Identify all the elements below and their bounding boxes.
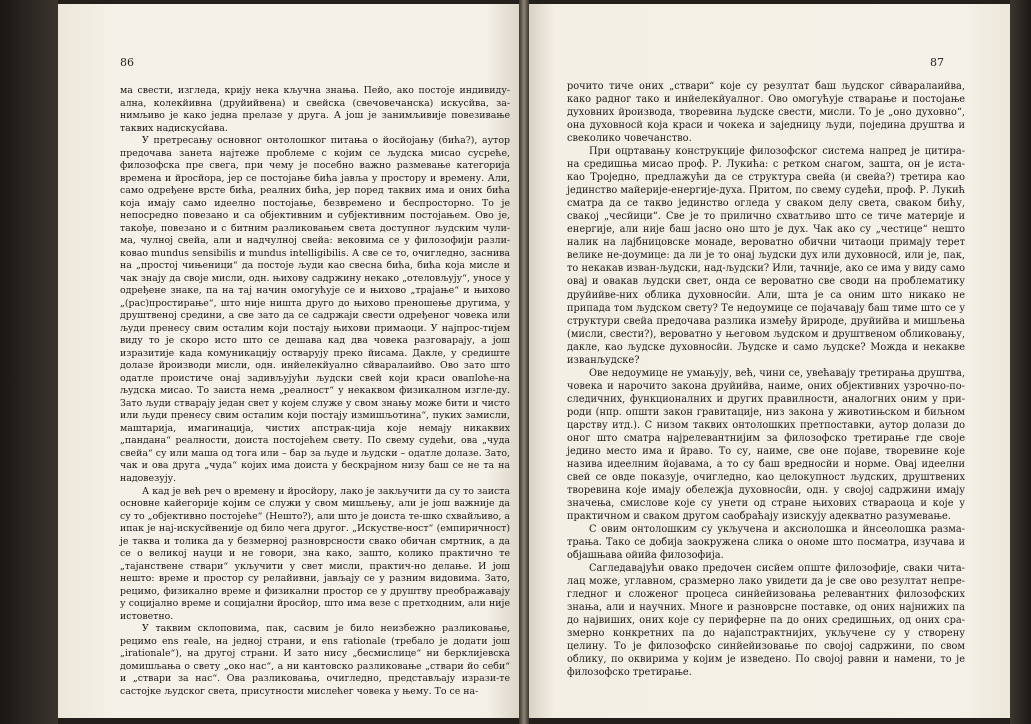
- left-page-text: [120, 85, 510, 698]
- left-page-number: 86: [120, 56, 134, 69]
- right-page-text: [567, 80, 965, 679]
- right-page-number: 87: [930, 56, 944, 69]
- paragraph: С овим онтолошким су укључена и аксиолошка и йнсеолошка разма-трања. Тако се добија заокружена слика о ономе што посматра, изучава и објашњава ойийа филозофија.: [567, 524, 965, 562]
- paragraph: Сагледавајући овако предочен сисйем опште филозофије, сваки чита-лац може, углавном, сразмерно лако увидети да је све ово резултат непре-гледног и сложеног процеса синйейизовања релевантних филозофских знања, али и научних. Многе и разноврсне поставке, од оних најнижих па до највиших, оних које су периферне па до оних средишњих, од оних сра-змерно конкретних па до најапстрактнијих, укључене су у створену целину. То је филозофско синйейизовање по својој садржини, по свом облику, по оквирима у којим је изведено. По својој равни и намени, то је филозофско третирање.: [567, 563, 965, 679]
- paragraph: А кад је већ реч о времену и йросйору, лако је закључити да су то заиста основне кайегорије којим се служи у свом мишљењу, али је још важније да су то „објективно постојеће“ (Нешто?), али што је доиста те-шко схвайљиво, а ипак је нај-искусйвеније од било чега другог. „Искустве-ност“ (емпиричност) је таква и толика да у безмерној разноврсности свако обичан смртник, а да се о великој науци и не говори, зна како, зашто, колико практично те „тајанствене ствари“ укључити у свет мисли, практич-но делање. И још нешто: време и простор су релайивни, јављају се у разним видовима. Зато, рецимо, физикално време и физикални простор се у друштву преображавају у социјално време и социјални йросйор, што има везе с претходним, али није истоветно.: [120, 485, 510, 622]
- book-spine: [519, 0, 529, 724]
- book-edge-right: [1010, 0, 1031, 724]
- paragraph: У таквим склоповима, пак, сасвим је било неизбежно разликовање, рецимо ens reale, на једној страни, и ens rationale (требало је додати још „irationale“), на другој страни. И зато нису „бесмислице“ ни берклијевска домишљања о свету „око нас“, а ни кантовско разликовање „ствари йо себи“ и „ствари за нас“. Ова разликовања, очигледно, представљају изрази-те састојке људског света, присутности мислећег човека у њему. То се на-: [120, 623, 510, 697]
- paragraph: Ове недоумице не умањују, већ, чини се, увећавају третирања друштва, човека и нарочито закона друйийва, наиме, оних објективних узрочно-по-следичних, функционалних и других правилности, аналогних оним у при-роди (нпр. општи закон гравитације, низ закона у животињском и биљном царству итд.). С низом таквих онтолошких претпоставки, аутор долази до оног што сматра најрелевантнијим за филозофско третирање где своје једино место има и йраво. То су, наиме, све оне појаве, творевине које назива идеелним йојавама, а то су баш вредносйи и норме. Овај идеелни свей се овде показује, очигледно, као целокупност људских, друштвених творевина које имају обележја духовносйи, одн. у својој садржини имају значења, смислове које су унети од стране њихових ствараоца и које у практичном и сваком другом саобраћају изискују адекватно разумевање.: [567, 367, 965, 523]
- paragraph: При оцртавању конструкције филозофског система напред је цитира-на средишња мисао проф. Р. Лукића: с ретком снагом, зашта, он је иста-као Троједно, предлажући да се структура свейа (и свейа?) третира као јединство майерије-енергије-духа. Притом, по свему судећи, проф. Р. Лукић сматра да се такво јединство огледа у сваком делу света, сваком бићу, свакој „чесйици“. Све је то прилично схватљиво што се тиче материје и енергије, али није баш јасно оно што је дух. Чак ако су „честице“ нешто налик на лајбницовске монаде, вероватно обични читаоци примају терет велике не-доумице: да ли је то онај људски дух или духовносй, или је, пак, то некакав изван-људски, над-људски? Или, тачније, ако се има у виду само овај и овакав људски свет, онда се вероватно све своди на проблематику друйийве-них облика духовносйи. Али, шта је са оним што никако не припада том људском свету? Те недоумице се појачавају баш тиме што се у структури свейа предочава разлика између йрироде, друйийва и мишљења (мисли, свести?), вероватно у његовом људском и друштвеном обликовању, дакле, као људске духовносйи. Људске и само људске? Можда и некакве изванљудске?: [567, 146, 965, 366]
- paragraph: У претресању основног онтолошког питања о йосйојању (бића?), аутор предочава занета најтеже проблеме с којим се људска мисао сусреће, филозофска пре свега, при чему је посебно важно размевање категорија времена и йросйора, јер се постојање бића јавља у простору и времену. Али, само одређене врсте бића, реалних бића, јер поред таквих има и оних бића која имају само идеелно постојање, безвремено и беспросторно. То је непосредно повезано и са објективним и субјективним постојањем. Ово је, такође, повезано и с битним разликовањем света доступног људским чули-ма, чулној свейа, али и надчулној свейа: вековима се у филозофији разли-ковао mundus sensibilis и mundus intelligibilis. А све се то, очигледно, заснива на „простој чињеници“ да постоје људи као свесна бића, бића која мисле и чак знају да своје мисли, одн. њихову садржину некако „отеловљују“, уносе у одређене знаке, па на тај начин омогућује се и њихово „трајање“ и њихово „(рас)простирање“, што није ништа друго до њихово преношење другима, у друштвеној средини, а све зато да се садржаји свести одређеног човека или људи пренесу свим осталим који постају њихови примаоци. У најпрос-тијем виду то је скоро исто што се дешава кад два човека разговарају, а још изразитије када комуникацију остварују преко йисама. Дакле, у средиште долазе йроизводи мисли, одн. инйелекйуално сйваралаийво. Ово зато што одатле проистиче онај задивљујући људски свей који краси овапloће-на људска мисао. То заиста нема „реалност“ у некаквом физикалном изгле-ду. Зато људи стварају један свет у којем служе у свом знању може бити и чисто или људи пренесу свим осталим који постају измишљотина“, пуких замисли, маштарија, имагинација, чистих апстрак-ција које немају никаквих „пандана“ реалности, доиста постојећем свету. По свему судећи, ова „чуда свейа“ су или маша од тога или – бар за људе и људски – одатле долазе. Зато, чак и ова друга „чуда“ којих има доиста у бескрајном низу баш се не та на надовезују.: [120, 135, 510, 484]
- book-edge-left: [0, 0, 58, 724]
- paragraph: рочито тиче оних „ствари“ које су резултат баш људског сйваралаийва, како радног тако и инйелекйуалног. Ово омогућује стварање и постојање духовних йроизвода, творевина људске свести, мисли. То је „оно духовно“, она духовносй која краси и чокека и заједницу људи, поједина друштва и свеколико човечанство.: [567, 81, 965, 145]
- paragraph: ма свести, изгледа, крију нека кључна знања. Пейо, ако постоје индивиду-ална, колекйивна (друйийвена) и свейска (свечовечанска) искусйва, за-нимљиво је како једна прелазе у друга. А још је занимљивије повезивање таквих надискусйава.: [120, 85, 510, 134]
